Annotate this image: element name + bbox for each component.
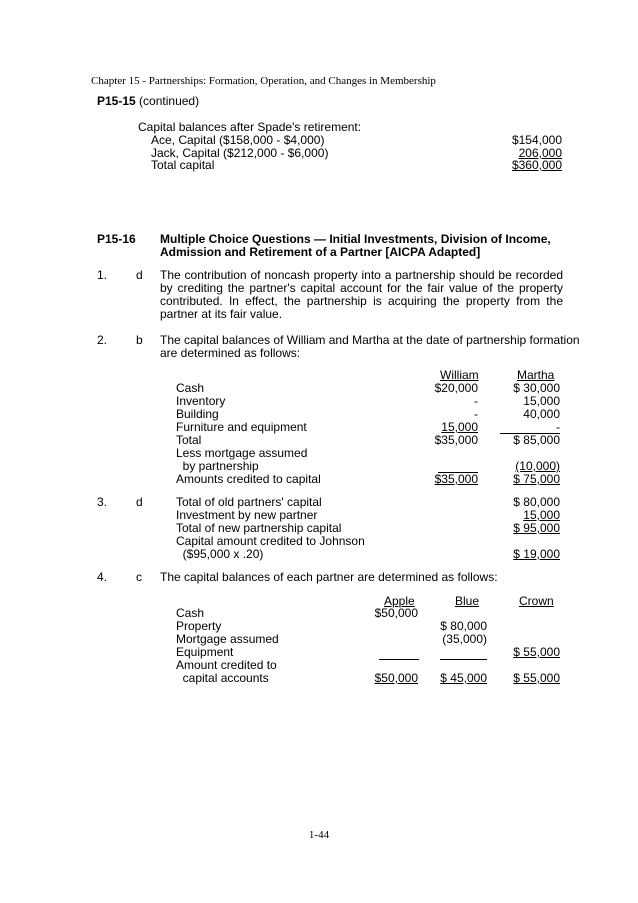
q3-row-label: Total of old partners' capital <box>176 495 322 509</box>
q2-william-value: - <box>474 407 478 421</box>
q1-number: 1. <box>97 268 108 282</box>
q2-answer: b <box>136 333 143 347</box>
q3-row-label: Investment by new partner <box>176 508 318 522</box>
q3-row-value: 15,000 <box>523 508 560 522</box>
q2-col-william: William <box>440 368 479 382</box>
q2-william-value: - <box>474 394 478 408</box>
p15-15-row-label: Ace, Capital ($158,000 - $4,000) <box>151 133 325 147</box>
q2-martha-value: 40,000 <box>523 407 560 421</box>
q1-answer: d <box>136 268 143 282</box>
q2-row-label: Inventory <box>176 394 226 408</box>
q2-row-label: Cash <box>176 381 205 395</box>
q3-number: 3. <box>97 495 108 509</box>
p15-16-title-line2: Admission and Retirement of a Partner [AICPA Adapted] <box>160 245 481 259</box>
p15-16-title-line1: Multiple Choice Questions — Initial Investments, Division of Income, <box>160 232 551 246</box>
q4-col-blue: Blue <box>455 594 480 608</box>
page-header: Chapter 15 - Partnerships: Formation, Operation, and Changes in Membership <box>91 75 436 87</box>
q2-martha-value: $ 85,000 <box>513 433 560 447</box>
q2-row-label: Furniture and equipment <box>176 420 307 434</box>
q2-row-label: by partnership <box>176 459 259 473</box>
q4-col-apple: Apple <box>384 594 415 608</box>
p15-16-number: P15-16 <box>97 232 136 246</box>
q4-text: The capital balances of each partner are determined as follows: <box>160 570 498 584</box>
q4-answer: c <box>136 570 142 584</box>
q3-row-value: $ 80,000 <box>513 495 560 509</box>
q4-row-label: Mortgage assumed <box>176 632 279 646</box>
p15-15-number: P15-15 <box>97 94 136 108</box>
p15-15-total-value: $360,000 <box>511 158 562 172</box>
p15-15-row-value: 206,000 <box>518 146 562 160</box>
q2-martha-value: $ 30,000 <box>513 381 560 395</box>
p15-15-row-label: Jack, Capital ($212,000 - $6,000) <box>151 146 329 160</box>
q3-row-label: Capital amount credited to Johnson <box>176 534 365 548</box>
q4-blue-value: $ 80,000 <box>440 619 487 633</box>
p15-15-total-label: Total capital <box>151 158 215 172</box>
page-number: 1-44 <box>308 829 330 841</box>
q4-row-label: Property <box>176 619 222 633</box>
q4-apple-value: $50,000 <box>374 606 418 620</box>
p15-15-continued: (continued) <box>139 94 200 108</box>
q2-william-value: 15,000 <box>441 420 478 434</box>
q2-martha-value: (10,000) <box>515 459 560 473</box>
q4-number: 4. <box>97 570 108 584</box>
q2-martha-value: 15,000 <box>523 394 560 408</box>
q2-text-line2: are determined as follows: <box>160 346 301 360</box>
q3-row-value: $ 19,000 <box>513 547 560 561</box>
q2-william-value: $35,000 <box>434 433 478 447</box>
q2-number: 2. <box>97 333 108 347</box>
q4-row-label: Cash <box>176 606 205 620</box>
q4-apple-rule <box>379 659 419 660</box>
q4-crown-value: $ 55,000 <box>513 645 560 659</box>
q2-row-label: Less mortgage assumed <box>176 446 308 460</box>
p15-15-heading <box>97 95 199 108</box>
q2-martha-total: $ 75,000 <box>513 472 560 486</box>
q4-blue-rule <box>440 659 487 660</box>
q3-row-value: $ 95,000 <box>513 521 560 535</box>
q3-row-label: Total of new partnership capital <box>176 521 342 535</box>
q4-apple-total: $50,000 <box>374 671 418 685</box>
q4-row-label: Equipment <box>176 645 234 659</box>
q4-blue-value: (35,000) <box>442 632 487 646</box>
q2-row-label: Total <box>176 433 202 447</box>
p15-15-caption: Capital balances after Spade's retirement: <box>138 120 362 134</box>
q2-total-label: Amounts credited to capital <box>176 472 321 486</box>
q2-text-line1: The capital balances of William and Martha at the date of partnership formation <box>160 333 580 347</box>
q2-col-martha: Martha <box>517 368 555 382</box>
q3-answer: d <box>136 495 143 509</box>
q2-william-value: $20,000 <box>434 381 478 395</box>
q2-row-label: Building <box>176 407 219 421</box>
q2-william-total: $35,000 <box>434 472 478 486</box>
q4-crown-total: $ 55,000 <box>513 671 560 685</box>
p15-15-row-value: $154,000 <box>511 133 562 147</box>
q4-total-label: capital accounts <box>176 671 269 685</box>
q4-col-crown: Crown <box>519 594 554 608</box>
q4-row-label: Amount credited to <box>176 658 277 672</box>
q1-text: The contribution of noncash property into a partnership should be recorded by crediting the partner's capital account for the fair value of the property contributed. In effect, the partnership is acquiring the property from the partner at its fair value. <box>160 268 563 321</box>
q4-blue-total: $ 45,000 <box>440 671 487 685</box>
q2-martha-value: - <box>556 420 560 434</box>
q3-row-label: ($95,000 x .20) <box>176 547 264 561</box>
